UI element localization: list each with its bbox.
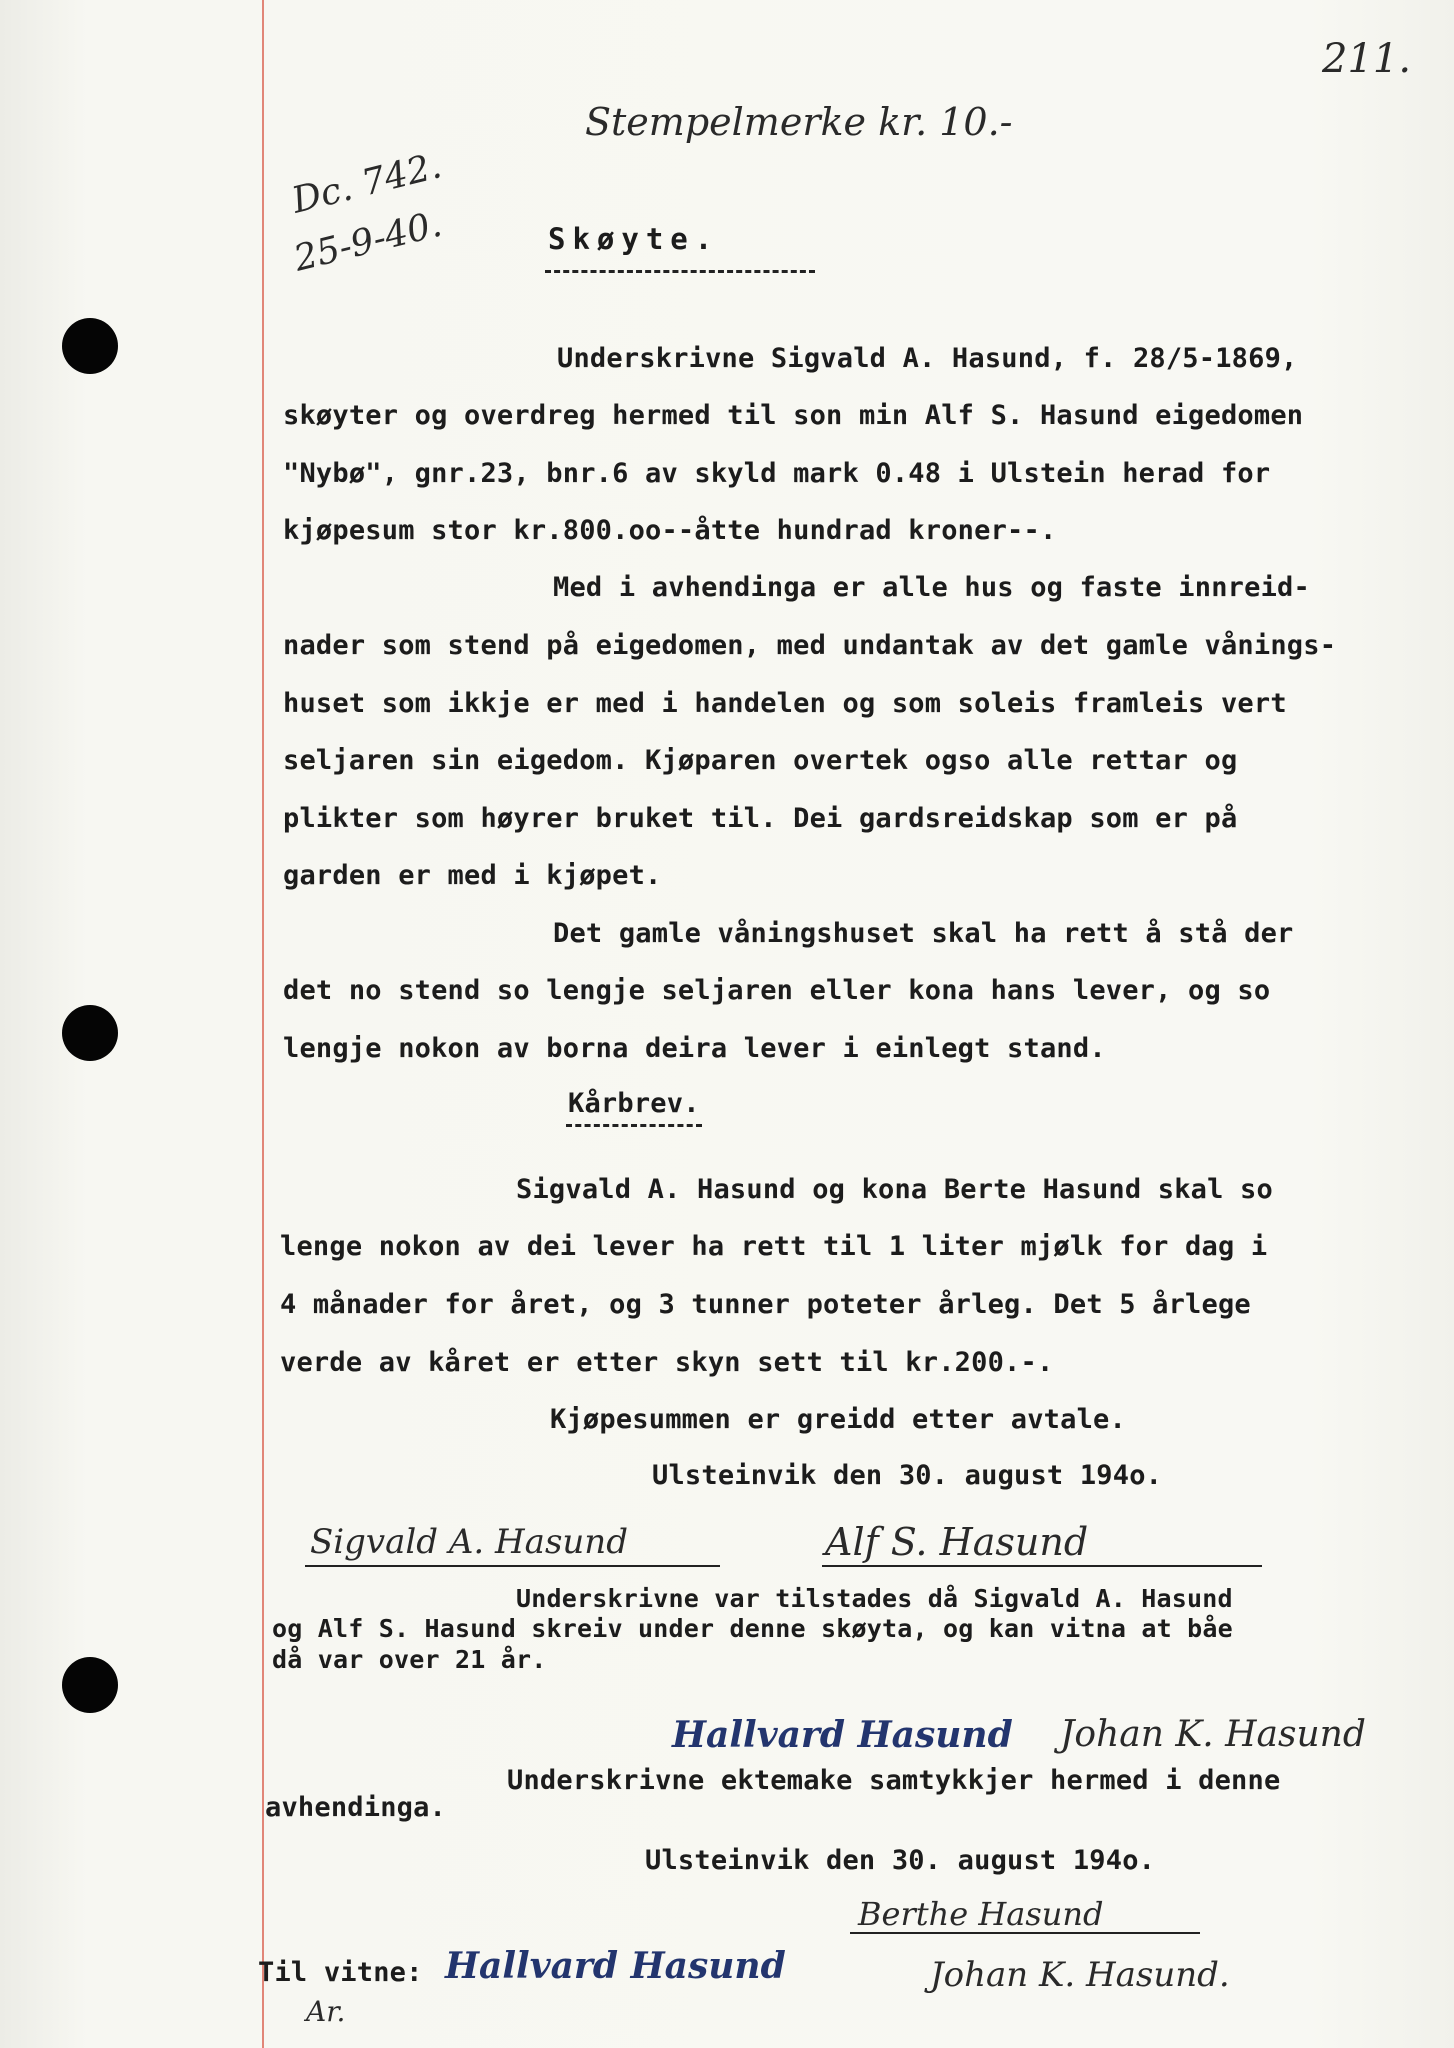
body-line: nader som stend på eigedomen, med undantak av det gamle vånings- xyxy=(283,630,1337,661)
body-line: huset som ikkje er med i handelen og som soleis framleis vert xyxy=(283,688,1287,719)
document-title: Skøyte. xyxy=(548,222,720,256)
buyer-signature: Alf S. Hasund xyxy=(825,1520,1089,1564)
body-line: det no stend so lengje seljaren eller kona hans lever, og so xyxy=(283,975,1271,1006)
karbrev-line: Sigvald A. Hasund og kona Berte Hasund skal so xyxy=(516,1174,1273,1205)
witness-statement-line: Underskrivne var tilstades då Sigvald A. Hasund xyxy=(516,1584,1233,1613)
margin-note-date: 25-9-40. xyxy=(290,203,446,280)
margin-note-reference: Dc. 742. xyxy=(288,145,446,222)
signature-line xyxy=(822,1565,1262,1567)
consent-line: avhendinga. xyxy=(265,1792,447,1823)
body-line: "Nybø", gnr.23, bnr.6 av skyld mark 0.48 i Ulstein herad for xyxy=(283,458,1271,489)
margin-rule xyxy=(262,0,264,2048)
signature-line xyxy=(305,1565,720,1567)
til-vitne-signature-2: Johan K. Hasund. xyxy=(930,1955,1230,1995)
til-vitne-label: Til vitne: xyxy=(258,1957,423,1988)
body-line: plikter som høyrer bruket til. Dei gardsreidskap som er på xyxy=(283,803,1238,834)
punch-hole-top xyxy=(62,318,118,374)
body-line: Det gamle våningshuset skal ha rett å stå der xyxy=(553,918,1294,949)
body-line: seljaren sin eigedom. Kjøparen overtek ogso alle rettar og xyxy=(283,745,1238,776)
section-title-karbrev: Kårbrev. xyxy=(568,1088,700,1119)
consent-line: Underskrivne ektemake samtykkjer hermed i denne xyxy=(507,1765,1281,1796)
body-line: skøyter og overdreg hermed til son min Alf S. Hasund eigedomen xyxy=(283,400,1304,431)
title-underline xyxy=(545,270,815,273)
karbrev-line: verde av kåret er etter skyn sett til kr.200.-. xyxy=(280,1347,1054,1378)
witness-signature-1: Hallvard Hasund xyxy=(672,1714,1013,1756)
til-vitne-initials: Ar. xyxy=(306,1995,346,2028)
karbrev-line: lenge nokon av dei lever ha rett til 1 liter mjølk for dag i xyxy=(280,1231,1268,1262)
body-line: Underskrivne Sigvald A. Hasund, f. 28/5-1869, xyxy=(557,343,1298,374)
punch-hole-middle xyxy=(62,1005,118,1061)
place-date: Ulsteinvik den 30. august 194o. xyxy=(652,1460,1163,1491)
punch-hole-bottom xyxy=(62,1657,118,1713)
body-line: Med i avhendinga er alle hus og faste innreid- xyxy=(553,572,1310,603)
witness-statement-line: og Alf S. Hasund skreiv under denne skøyta, og kan vitna at båe xyxy=(272,1614,1233,1643)
witness-signature-2: Johan K. Hasund xyxy=(1060,1714,1366,1755)
place-date: Ulsteinvik den 30. august 194o. xyxy=(645,1845,1156,1876)
seller-signature: Sigvald A. Hasund xyxy=(310,1522,628,1562)
spouse-signature: Berthe Hasund xyxy=(858,1895,1104,1933)
payment-line: Kjøpesummen er greidd etter avtale. xyxy=(550,1404,1126,1435)
body-line: lengje nokon av borna deira lever i einlegt stand. xyxy=(283,1033,1106,1064)
karbrev-line: 4 månader for året, og 3 tunner poteter årleg. Det 5 årlege xyxy=(280,1289,1251,1320)
witness-statement-line: då var over 21 år. xyxy=(272,1645,547,1674)
body-line: kjøpesum stor kr.800.oo--åtte hundrad kroner--. xyxy=(283,515,1057,546)
til-vitne-signature-1: Hallvard Hasund xyxy=(445,1945,786,1987)
signature-line xyxy=(850,1932,1200,1934)
body-line: garden er med i kjøpet. xyxy=(283,860,662,891)
stamp-duty-note: Stempelmerke kr. 10.- xyxy=(585,100,1013,144)
page-number: 211. xyxy=(1322,36,1412,82)
section-underline xyxy=(566,1124,702,1127)
